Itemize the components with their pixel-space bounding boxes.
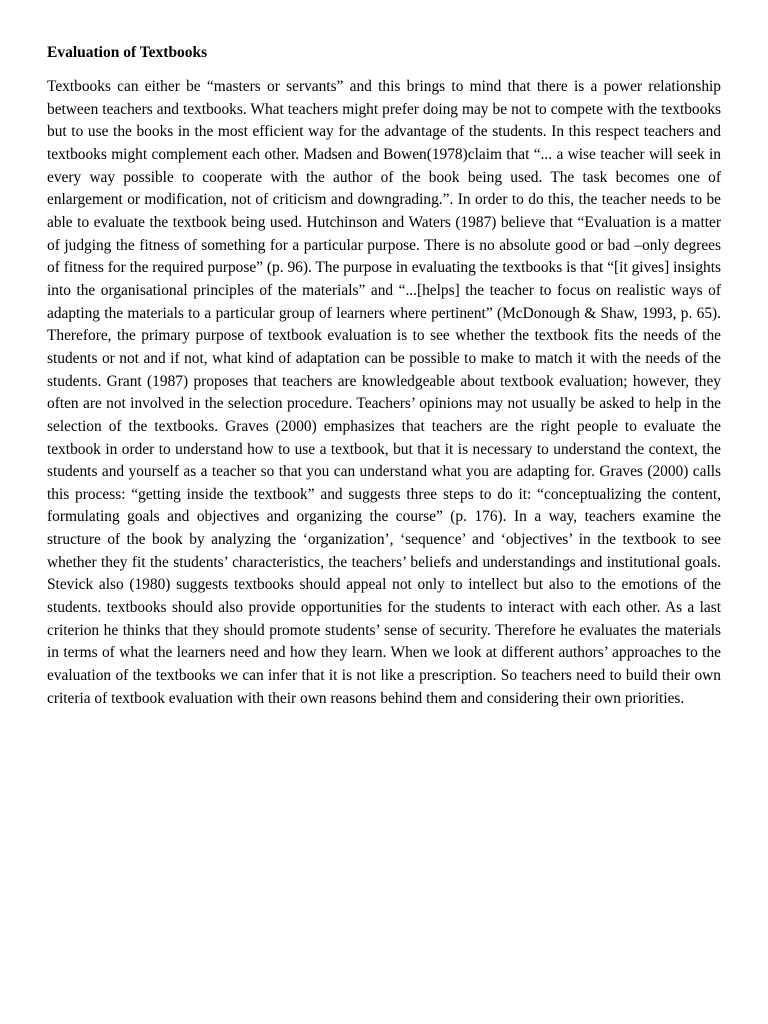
- document-title: Evaluation of Textbooks: [47, 44, 208, 61]
- document-paragraph: Textbooks can either be “masters or servants” and this brings to mind that there is a power relationship between teachers and textbooks. What teachers might prefer doing may be not to compete with the textbooks but to use the books in the most efficient way for the advantage of the students. In this respect teachers and textbooks might complement each other. Madsen and Bowen(1978)claim that “... a wise teacher will seek in every way possible to cooperate with the author of the book being used. The task becomes one of enlargement or modification, not of criticism and downgrading.”. In order to do this, the teacher needs to be able to evaluate the textbook being used. Hutchinson and Waters (1987) believe that “Evaluation is a matter of judging the fitness of something for a particular purpose. There is no absolute good or bad –only degrees of fitness for the required purpose” (p. 96). The purpose in evaluating the textbooks is that “[it gives] insights into the organisational principles of the materials” and “...[helps] the teacher to focus on realistic ways of adapting the materials to a particular group of learners where pertinent” (McDonough & Shaw, 1993, p. 65). Therefore, the primary purpose of textbook evaluation is to see whether the textbook fits the needs of the students or not and if not, what kind of adaptation can be possible to make to match it with the needs of the students. Grant (1987) proposes that teachers are knowledgeable about textbook evaluation; however, they often are not involved in the selection procedure. Teachers’ opinions may not usually be asked to help in the selection of the textbooks. Graves (2000) emphasizes that teachers are the right people to evaluate the textbook in order to understand how to use a textbook, but that it is necessary to understand the context, the students and yourself as a teacher so that you can understand what you are adapting for. Graves (2000) calls this process: “getting inside the textbook” and suggests three steps to do it: “conceptualizing the content, formulating goals and objectives and organizing the course” (p. 176). In a way, teachers examine the structure of the book by analyzing the ‘organization’, ‘sequence’ and ‘objectives’ in the textbook to see whether they fit the students’ characteristics, the teachers’ beliefs and understandings and institutional goals. Stevick also (1980) suggests textbooks should appeal not only to intellect but also to the emotions of the students. textbooks should also provide opportunities for the students to interact with each other. As a last criterion he thinks that they should promote students’ sense of security. Therefore he evaluates the materials in terms of what the learners need and how they learn. When we look at different authors’ approaches to the evaluation of the textbooks we can infer that it is not like a prescription. So teachers need to build their own criteria of textbook evaluation with their own reasons behind them and considering their own priorities.: [47, 78, 721, 707]
- document-page: [47, 42, 721, 710]
